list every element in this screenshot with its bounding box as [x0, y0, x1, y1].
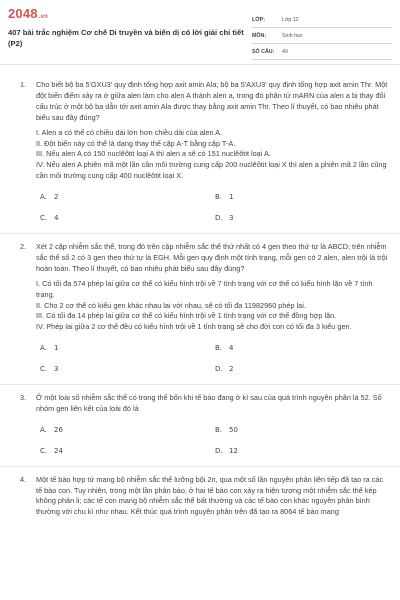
question-item: [0, 233, 400, 384]
option-value: 12: [229, 446, 238, 455]
answer-options: [36, 192, 390, 224]
meta-row-class: [252, 12, 392, 28]
answer-option-d[interactable]: [215, 213, 390, 224]
meta-row-count: [252, 44, 392, 60]
question-item: [0, 466, 400, 532]
question-statement: IV. Nếu alen A phiên mã một lần cần môi trường cung cấp 200 nuclêôtit loại X thì alen a phiên mã 2 lần cũng cần môi trường cung cấp 400 nuclêôtit loại X.: [36, 160, 387, 181]
answer-option-a[interactable]: [40, 425, 215, 436]
answer-option-c[interactable]: [40, 364, 215, 375]
question-statement: II. Cho 2 cơ thể có kiểu gen khác nhau lai với nhau, sẽ có tối đa 11982960 phép lai.: [36, 300, 306, 310]
answer-option-d[interactable]: [215, 446, 390, 457]
option-letter: B.: [215, 193, 223, 202]
meta-key: SỐ CÂU:: [252, 48, 275, 55]
option-letter: B.: [215, 425, 223, 434]
option-letter: A.: [40, 193, 47, 202]
option-letter: D.: [215, 365, 223, 374]
answer-options: [36, 425, 390, 457]
answer-option-b[interactable]: [215, 192, 390, 203]
document-meta: [252, 12, 392, 60]
answer-option-a[interactable]: [40, 343, 215, 354]
question-list: [0, 72, 400, 531]
answer-option-b[interactable]: [215, 343, 390, 354]
answer-option-d[interactable]: [215, 364, 390, 375]
option-value: 26: [54, 425, 63, 434]
option-value: 4: [229, 344, 234, 353]
logo-suffix: .vn: [38, 14, 49, 20]
question-statement: I. Có tối đa 574 phép lai giữa cơ thể có kiểu hình trội về 7 tính trạng với cơ thể có kiểu hình lặn về 7 tính trạng.: [36, 278, 373, 299]
answer-option-c[interactable]: [40, 446, 215, 457]
answer-options: [36, 343, 390, 375]
question-text: Cho biết bộ ba 5'GXU3' quy định tổng hợp axit amin Ala; bộ ba 5'AXU3' quy định tổng hợp axit amin Thr. Một đột biến điểm xảy ra ở giữa alen làm cho alen A thành alen a, trong đó phân tử mARN của alen a bị thay đổi cấu trúc ở một bộ ba dẫn tới axit amin Ala được thay bằng axit amin Thr. Theo lí thuyết, có bao nhiêu phát biểu sau đây đúng?: [36, 80, 388, 122]
question-item: [0, 72, 400, 233]
answer-option-a[interactable]: [40, 192, 215, 203]
option-value: 1: [54, 344, 59, 353]
meta-key: MÔN:: [252, 32, 267, 39]
document-title: 407 bài trắc nghiệm Cơ chế Di truyền và biến dị có lời giải chi tiết (P2): [8, 28, 244, 48]
question-statement: III. Có tối đa 14 phép lai giữa cơ thể có kiểu hình trội về 1 tính trạng với cơ thể đồng hợp lặn.: [36, 311, 337, 321]
option-letter: B.: [215, 344, 223, 353]
question-statement: IV. Phép lai giữa 2 cơ thể đều có kiểu hình trội về 1 tính trạng sẽ cho đời con có tối đa 3 kiểu gen.: [36, 322, 352, 332]
option-letter: A.: [40, 425, 47, 434]
option-letter: A.: [40, 344, 47, 353]
question-text: Xét 2 cặp nhiễm sắc thể, trong đó trên cặp nhiễm sắc thể thứ nhất có 4 gen theo thứ tự là ABCD; trên nhiễm sắc thể số 2 có 3 gen theo thứ tự là EGH. Mỗi gen quy định một tính trạng, mỗi gen có 2 alen, alen trội là trội hoàn toàn. Theo lí thuyết, có bao nhiêu phát biểu sau đây đúng?: [36, 241, 388, 273]
option-value: 2: [54, 193, 59, 202]
option-letter: C.: [40, 365, 48, 374]
option-value: 3: [229, 214, 234, 223]
question-text: Một tế bào hợp tử mang bộ nhiễm sắc thể lưỡng bội 2n, qua một số lần nguyên phân liên tiếp đã tạo ra các tế bào con. Tuy nhiên, trong một lần phân bào, ở hai tế bào con xảy ra hiện tượng một nhiễm sắc thể kép không phân li; các tế con mang bộ nhiễm sắc thể bất thường và các tế bào con khác nguyên phân bình thường với chu kì như nhau. Kết thúc quá trình nguyên phân trên đã tạo ra 8064 tế bào mang: [36, 474, 384, 517]
question-item: [0, 384, 400, 466]
option-value: 50: [229, 425, 238, 434]
answer-option-c[interactable]: [40, 213, 215, 224]
question-number: 1.: [20, 80, 27, 89]
meta-value: Sinh học: [282, 32, 303, 39]
option-letter: C.: [40, 214, 48, 223]
option-value: 24: [54, 446, 63, 455]
meta-value: Lớp 12: [282, 16, 299, 23]
question-text: Ở một loài số nhiễm sắc thể có trong thể bốn khi tế bào đang ở kì sau của quá trình nguyên phân là 52. Số nhóm gen liên kết của loài đó là: [36, 393, 382, 413]
option-value: 1: [229, 193, 234, 202]
meta-value: 40: [282, 48, 288, 55]
site-logo[interactable]: [8, 6, 48, 21]
meta-key: LỚP:: [252, 16, 266, 23]
option-letter: D.: [215, 214, 223, 223]
logo-text: 2048: [8, 6, 38, 21]
question-statement: III. Nếu alen A có 150 nuclêôtit loại A thì alen a sẽ có 151 nuclêôtit loại A.: [36, 149, 271, 159]
question-statement: I. Alen a có thể có chiều dài lớn hơn chiều dài của alen A.: [36, 127, 223, 137]
question-number: 3.: [20, 393, 27, 403]
option-value: 2: [229, 365, 234, 374]
option-letter: C.: [40, 446, 48, 455]
answer-option-b[interactable]: [215, 425, 390, 436]
option-value: 3: [54, 365, 59, 374]
option-value: 4: [54, 214, 59, 223]
meta-row-subject: [252, 28, 392, 44]
question-number: 4.: [20, 474, 27, 484]
question-statement: II. Đột biến này có thể là dạng thay thế cặp A-T bằng cặp T-A.: [36, 138, 236, 148]
option-letter: D.: [215, 446, 223, 455]
question-number: 2.: [20, 241, 27, 251]
document-header: [0, 0, 400, 65]
